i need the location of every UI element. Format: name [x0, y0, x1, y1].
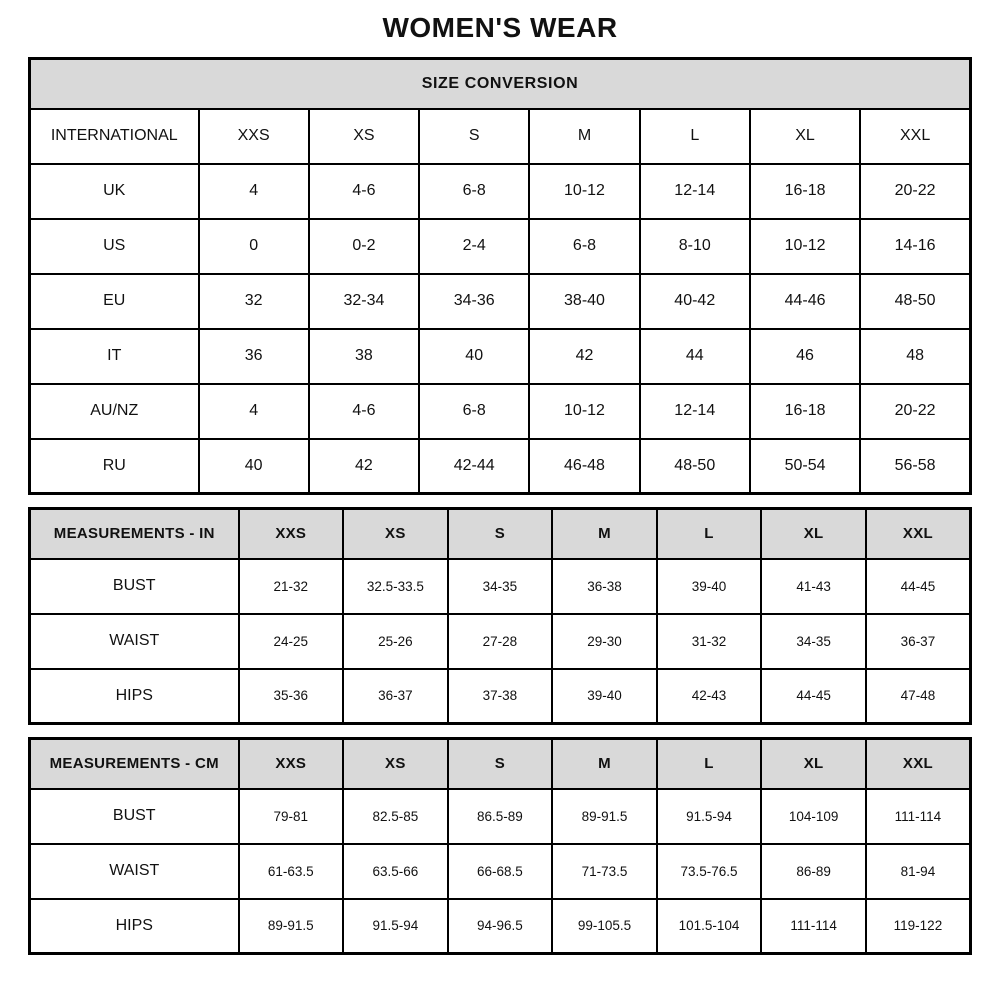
measurement-value-cell: 44-45 [761, 669, 866, 724]
size-value-cell: 48-50 [860, 274, 970, 329]
size-column-header: XXS [239, 739, 344, 789]
size-value-cell: 20-22 [860, 164, 970, 219]
size-value-cell: 4-6 [309, 164, 419, 219]
size-value-cell: 4 [199, 164, 309, 219]
size-value-cell: 32 [199, 274, 309, 329]
size-column-header: XS [343, 509, 448, 559]
size-value-cell: 4-6 [309, 384, 419, 439]
size-chart-page [28, 0, 972, 955]
size-column-header: XS [343, 739, 448, 789]
measurement-label-cell: WAIST [30, 844, 239, 899]
measurement-value-cell: 35-36 [239, 669, 344, 724]
size-value-cell: 34-36 [419, 274, 529, 329]
measurement-value-cell: 91.5-94 [343, 899, 448, 954]
measurement-value-cell: 21-32 [239, 559, 344, 614]
conversion-row [30, 384, 971, 439]
size-value-cell: 38 [309, 329, 419, 384]
measurement-value-cell: 89-91.5 [239, 899, 344, 954]
size-column-header: XXL [860, 109, 970, 164]
measurement-value-cell: 91.5-94 [657, 789, 762, 844]
size-column-header: XXL [866, 739, 971, 789]
measurement-value-cell: 36-38 [552, 559, 657, 614]
measurement-value-cell: 63.5-66 [343, 844, 448, 899]
size-value-cell: 20-22 [860, 384, 970, 439]
size-value-cell: 2-4 [419, 219, 529, 274]
size-value-cell: 14-16 [860, 219, 970, 274]
measurement-value-cell: 41-43 [761, 559, 866, 614]
measurement-value-cell: 94-96.5 [448, 899, 553, 954]
size-column-header: M [552, 739, 657, 789]
measurement-value-cell: 61-63.5 [239, 844, 344, 899]
measurement-value-cell: 34-35 [448, 559, 553, 614]
size-column-header: XL [761, 509, 866, 559]
measurement-value-cell: 27-28 [448, 614, 553, 669]
size-value-cell: 48 [860, 329, 970, 384]
measurement-value-cell: 34-35 [761, 614, 866, 669]
size-column-header: S [448, 739, 553, 789]
size-value-cell: 0 [199, 219, 309, 274]
measurement-table-title-cell: MEASUREMENTS - IN [30, 509, 239, 559]
size-value-cell: 44-46 [750, 274, 860, 329]
measurements-cm-body [30, 739, 971, 954]
measurement-value-cell: 79-81 [239, 789, 344, 844]
measurement-value-cell: 44-45 [866, 559, 971, 614]
measurement-value-cell: 104-109 [761, 789, 866, 844]
size-value-cell: 40 [199, 439, 309, 494]
size-conversion-body [30, 109, 971, 494]
region-label-cell: US [30, 219, 199, 274]
size-value-cell: 46 [750, 329, 860, 384]
measurements-cm-table [28, 737, 972, 955]
measurement-value-cell: 24-25 [239, 614, 344, 669]
measurement-value-cell: 39-40 [552, 669, 657, 724]
size-value-cell: 48-50 [640, 439, 750, 494]
size-column-header: L [657, 739, 762, 789]
size-column-header: M [552, 509, 657, 559]
conversion-row [30, 219, 971, 274]
measurement-value-cell: 82.5-85 [343, 789, 448, 844]
measurements-in-body [30, 509, 971, 724]
region-label-cell: AU/NZ [30, 384, 199, 439]
size-column-header: XS [309, 109, 419, 164]
size-column-header: L [640, 109, 750, 164]
size-value-cell: 6-8 [419, 384, 529, 439]
measurement-row [30, 614, 971, 669]
measurement-value-cell: 25-26 [343, 614, 448, 669]
region-label-cell: RU [30, 439, 199, 494]
measurement-label-cell: BUST [30, 789, 239, 844]
size-value-cell: 6-8 [529, 219, 639, 274]
conversion-row [30, 164, 971, 219]
measurement-value-cell: 101.5-104 [657, 899, 762, 954]
size-value-cell: 0-2 [309, 219, 419, 274]
size-value-cell: 8-10 [640, 219, 750, 274]
measurement-value-cell: 111-114 [866, 789, 971, 844]
size-value-cell: 16-18 [750, 164, 860, 219]
conversion-row [30, 274, 971, 329]
measurement-value-cell: 99-105.5 [552, 899, 657, 954]
measurement-value-cell: 29-30 [552, 614, 657, 669]
size-value-cell: 56-58 [860, 439, 970, 494]
measurement-row [30, 844, 971, 899]
size-value-cell: 42 [529, 329, 639, 384]
size-value-cell: 36 [199, 329, 309, 384]
size-value-cell: 40 [419, 329, 529, 384]
size-value-cell: 40-42 [640, 274, 750, 329]
size-value-cell: 50-54 [750, 439, 860, 494]
size-value-cell: 32-34 [309, 274, 419, 329]
measurement-table-title-cell: MEASUREMENTS - CM [30, 739, 239, 789]
size-column-header: XXS [199, 109, 309, 164]
size-conversion-banner-row [30, 59, 971, 109]
size-conversion-title: SIZE CONVERSION [30, 59, 971, 109]
measurement-value-cell: 71-73.5 [552, 844, 657, 899]
measurement-value-cell: 89-91.5 [552, 789, 657, 844]
measurement-row [30, 789, 971, 844]
measurement-header-row [30, 509, 971, 559]
measurement-label-cell: WAIST [30, 614, 239, 669]
measurement-value-cell: 42-43 [657, 669, 762, 724]
measurement-value-cell: 86-89 [761, 844, 866, 899]
measurement-label-cell: HIPS [30, 669, 239, 724]
page-title: WOMEN'S WEAR [382, 12, 618, 43]
size-column-header: L [657, 509, 762, 559]
size-value-cell: 42-44 [419, 439, 529, 494]
conversion-row [30, 439, 971, 494]
size-value-cell: 4 [199, 384, 309, 439]
size-column-header: S [448, 509, 553, 559]
region-label-cell: EU [30, 274, 199, 329]
size-value-cell: 12-14 [640, 384, 750, 439]
measurement-header-row [30, 739, 971, 789]
measurement-label-cell: HIPS [30, 899, 239, 954]
measurement-value-cell: 37-38 [448, 669, 553, 724]
size-column-header: XXL [866, 509, 971, 559]
measurement-value-cell: 36-37 [866, 614, 971, 669]
size-value-cell: 46-48 [529, 439, 639, 494]
measurement-value-cell: 39-40 [657, 559, 762, 614]
size-value-cell: 10-12 [529, 164, 639, 219]
size-column-header: XL [761, 739, 866, 789]
size-value-cell: 16-18 [750, 384, 860, 439]
size-value-cell: 42 [309, 439, 419, 494]
size-value-cell: 44 [640, 329, 750, 384]
size-value-cell: 6-8 [419, 164, 529, 219]
measurement-value-cell: 119-122 [866, 899, 971, 954]
size-value-cell: 12-14 [640, 164, 750, 219]
measurement-value-cell: 31-32 [657, 614, 762, 669]
measurements-in-table [28, 507, 972, 725]
measurement-value-cell: 81-94 [866, 844, 971, 899]
measurement-label-cell: BUST [30, 559, 239, 614]
size-value-cell: 10-12 [750, 219, 860, 274]
measurement-row [30, 899, 971, 954]
measurement-row [30, 669, 971, 724]
measurement-value-cell: 86.5-89 [448, 789, 553, 844]
measurement-row [30, 559, 971, 614]
measurement-value-cell: 66-68.5 [448, 844, 553, 899]
measurement-value-cell: 73.5-76.5 [657, 844, 762, 899]
columns-header-row [30, 109, 971, 164]
conversion-row [30, 329, 971, 384]
international-header-cell: INTERNATIONAL [30, 109, 199, 164]
measurement-value-cell: 32.5-33.5 [343, 559, 448, 614]
size-column-header: M [529, 109, 639, 164]
size-value-cell: 10-12 [529, 384, 639, 439]
measurement-value-cell: 47-48 [866, 669, 971, 724]
measurement-value-cell: 36-37 [343, 669, 448, 724]
size-value-cell: 38-40 [529, 274, 639, 329]
region-label-cell: UK [30, 164, 199, 219]
size-conversion-table [28, 57, 972, 495]
measurement-value-cell: 111-114 [761, 899, 866, 954]
region-label-cell: IT [30, 329, 199, 384]
size-column-header: XXS [239, 509, 344, 559]
size-column-header: XL [750, 109, 860, 164]
size-column-header: S [419, 109, 529, 164]
